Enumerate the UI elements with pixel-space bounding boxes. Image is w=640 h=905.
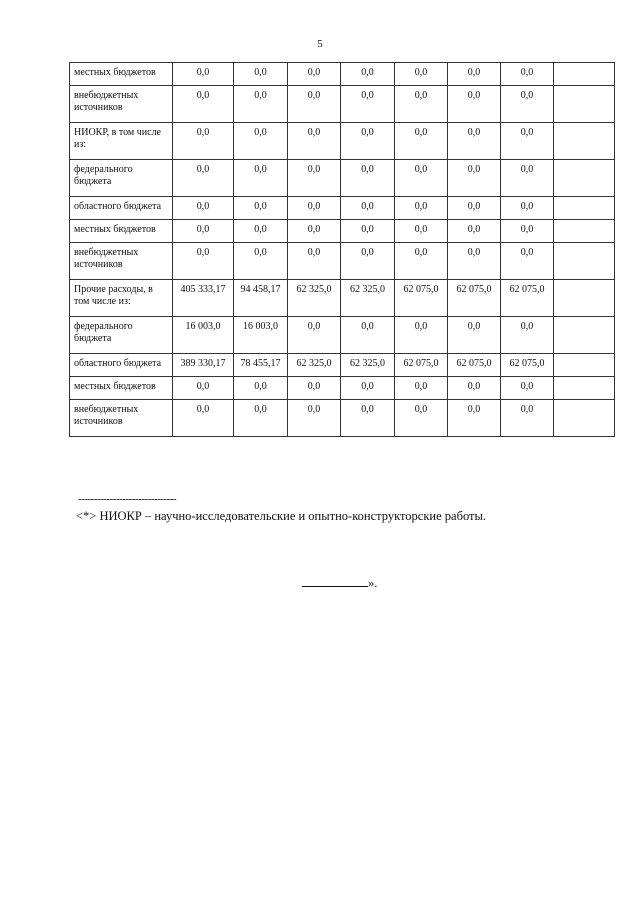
value-cell: 0,0 (395, 400, 448, 437)
value-cell: 0,0 (395, 123, 448, 160)
budget-table-body (70, 63, 615, 437)
row-label: местных бюджетов (70, 377, 173, 400)
row-label: федерального бюджета (70, 317, 173, 354)
value-cell (554, 317, 615, 354)
row-label: местных бюджетов (70, 220, 173, 243)
value-cell: 0,0 (288, 160, 341, 197)
table-row (70, 377, 615, 400)
row-label: НИОКР, в том числе из: (70, 123, 173, 160)
value-cell: 0,0 (501, 160, 554, 197)
table-row (70, 400, 615, 437)
value-cell (554, 280, 615, 317)
row-label: областного бюджета (70, 197, 173, 220)
value-cell: 0,0 (448, 377, 501, 400)
blank-line (302, 576, 368, 587)
value-cell: 0,0 (173, 220, 234, 243)
value-cell: 0,0 (234, 197, 288, 220)
value-cell: 0,0 (173, 86, 234, 123)
value-cell: 0,0 (173, 400, 234, 437)
value-cell: 0,0 (234, 220, 288, 243)
value-cell: 0,0 (395, 63, 448, 86)
value-cell: 0,0 (448, 160, 501, 197)
value-cell: 0,0 (173, 197, 234, 220)
value-cell: 0,0 (234, 243, 288, 280)
value-cell: 0,0 (501, 243, 554, 280)
value-cell: 0,0 (173, 123, 234, 160)
value-cell: 0,0 (501, 377, 554, 400)
value-cell (554, 243, 615, 280)
row-label: областного бюджета (70, 354, 173, 377)
value-cell: 0,0 (448, 197, 501, 220)
value-cell: 0,0 (448, 220, 501, 243)
value-cell: 0,0 (395, 243, 448, 280)
value-cell (554, 400, 615, 437)
value-cell: 0,0 (448, 400, 501, 437)
footnote-text: <*> НИОКР – научно-исследовательские и опытно-конструкторские работы. (76, 509, 487, 523)
table-row (70, 197, 615, 220)
value-cell: 0,0 (501, 400, 554, 437)
closing-quote: ». (368, 576, 378, 590)
value-cell: 389 330,17 (173, 354, 234, 377)
value-cell: 0,0 (341, 160, 395, 197)
value-cell: 405 333,17 (173, 280, 234, 317)
value-cell: 0,0 (341, 243, 395, 280)
value-cell: 0,0 (448, 86, 501, 123)
value-cell (554, 63, 615, 86)
row-label: внебюджетных источников (70, 86, 173, 123)
value-cell: 62 075,0 (395, 354, 448, 377)
value-cell: 0,0 (395, 377, 448, 400)
row-label: внебюджетных источников (70, 243, 173, 280)
table-row (70, 86, 615, 123)
value-cell (554, 377, 615, 400)
value-cell: 0,0 (288, 197, 341, 220)
value-cell: 0,0 (234, 160, 288, 197)
table-row (70, 220, 615, 243)
value-cell (554, 354, 615, 377)
value-cell: 0,0 (173, 160, 234, 197)
value-cell: 62 325,0 (341, 280, 395, 317)
row-label: Прочие расходы, в том числе из: (70, 280, 173, 317)
value-cell (554, 197, 615, 220)
value-cell: 62 075,0 (501, 354, 554, 377)
value-cell: 62 075,0 (395, 280, 448, 317)
value-cell: 0,0 (341, 86, 395, 123)
table-row (70, 280, 615, 317)
value-cell: 0,0 (501, 317, 554, 354)
value-cell: 0,0 (395, 86, 448, 123)
value-cell: 0,0 (288, 86, 341, 123)
value-cell: 62 075,0 (501, 280, 554, 317)
value-cell: 0,0 (341, 377, 395, 400)
value-cell: 0,0 (395, 220, 448, 243)
value-cell: 0,0 (341, 63, 395, 86)
value-cell: 0,0 (341, 400, 395, 437)
row-label: местных бюджетов (70, 63, 173, 86)
value-cell: 0,0 (288, 123, 341, 160)
value-cell: 0,0 (173, 243, 234, 280)
value-cell: 0,0 (395, 317, 448, 354)
value-cell: 0,0 (341, 197, 395, 220)
table-row (70, 123, 615, 160)
table-row (70, 354, 615, 377)
value-cell: 0,0 (288, 400, 341, 437)
value-cell: 0,0 (288, 63, 341, 86)
value-cell: 0,0 (395, 160, 448, 197)
value-cell: 0,0 (501, 63, 554, 86)
value-cell: 0,0 (234, 400, 288, 437)
table-row (70, 243, 615, 280)
value-cell: 0,0 (234, 86, 288, 123)
value-cell: 0,0 (173, 377, 234, 400)
value-cell: 0,0 (501, 197, 554, 220)
value-cell: 0,0 (234, 377, 288, 400)
value-cell: 0,0 (173, 63, 234, 86)
value-cell: 0,0 (288, 243, 341, 280)
page-number: 5 (317, 38, 323, 50)
value-cell: 62 325,0 (288, 280, 341, 317)
table-row (70, 63, 615, 86)
value-cell: 0,0 (234, 123, 288, 160)
budget-table (69, 62, 615, 437)
value-cell: 0,0 (448, 243, 501, 280)
value-cell: 0,0 (288, 377, 341, 400)
value-cell (554, 160, 615, 197)
row-label: федерального бюджета (70, 160, 173, 197)
value-cell: 0,0 (448, 317, 501, 354)
closing-mark (302, 576, 377, 591)
value-cell: 0,0 (288, 220, 341, 243)
value-cell (554, 220, 615, 243)
value-cell: 62 075,0 (448, 354, 501, 377)
value-cell: 16 003,0 (234, 317, 288, 354)
value-cell: 0,0 (341, 123, 395, 160)
value-cell: 0,0 (288, 317, 341, 354)
value-cell: 16 003,0 (173, 317, 234, 354)
value-cell: 0,0 (448, 63, 501, 86)
value-cell: 62 075,0 (448, 280, 501, 317)
row-label: внебюджетных источников (70, 400, 173, 437)
value-cell (554, 123, 615, 160)
table-row (70, 317, 615, 354)
value-cell: 62 325,0 (341, 354, 395, 377)
value-cell: 0,0 (501, 86, 554, 123)
value-cell: 94 458,17 (234, 280, 288, 317)
value-cell: 0,0 (341, 220, 395, 243)
value-cell: 78 455,17 (234, 354, 288, 377)
table-row (70, 160, 615, 197)
value-cell: 0,0 (448, 123, 501, 160)
value-cell: 0,0 (234, 63, 288, 86)
value-cell (554, 86, 615, 123)
value-cell: 0,0 (501, 220, 554, 243)
value-cell: 0,0 (501, 123, 554, 160)
value-cell: 0,0 (395, 197, 448, 220)
value-cell: 62 325,0 (288, 354, 341, 377)
value-cell: 0,0 (341, 317, 395, 354)
footnote-separator: ------------------------------- (78, 493, 177, 505)
